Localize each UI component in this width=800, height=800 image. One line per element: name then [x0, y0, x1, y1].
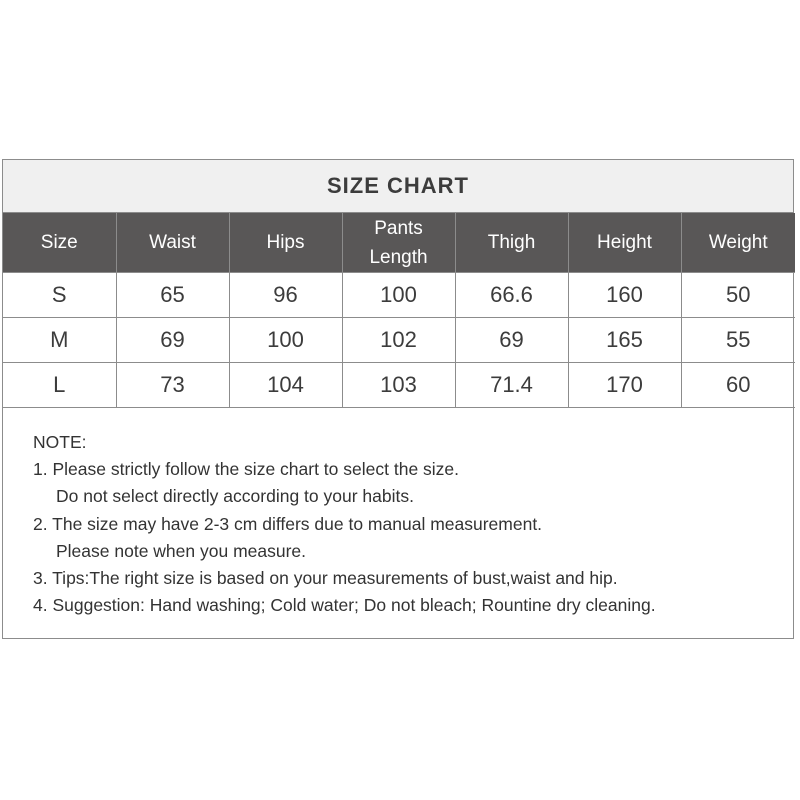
note-line-3: 3. Tips:The right size is based on your measurements of bust,waist and hip. [33, 568, 618, 589]
table-cell: 100 [229, 318, 342, 363]
notes-section [3, 408, 793, 619]
table-header-row [3, 213, 795, 273]
table-cell: 102 [342, 318, 455, 363]
table-cell: 50 [681, 273, 795, 318]
size-table [3, 213, 795, 408]
table-cell: 104 [229, 363, 342, 408]
column-header-pants-length [342, 213, 455, 273]
table-row-s [3, 273, 795, 318]
note-line-2: 2. The size may have 2-3 cm differs due to manual measurement. [33, 513, 543, 534]
table-cell: 65 [116, 273, 229, 318]
table-cell: 170 [568, 363, 681, 408]
notes-heading: NOTE: [33, 432, 87, 452]
table-cell: 73 [116, 363, 229, 408]
pants-length-label: Pants Length [369, 217, 428, 268]
table-cell: M [3, 318, 116, 363]
size-chart [2, 159, 794, 639]
column-header-hips: Hips [229, 213, 342, 273]
column-header-thigh: Thigh [455, 213, 568, 273]
table-cell: 165 [568, 318, 681, 363]
table-cell: 66.6 [455, 273, 568, 318]
table-row-l [3, 363, 795, 408]
table-cell: L [3, 363, 116, 408]
note-line-1-continued: Do not select directly according to your habits. [56, 486, 414, 507]
table-cell: 60 [681, 363, 795, 408]
table-cell: S [3, 273, 116, 318]
table-cell: 160 [568, 273, 681, 318]
table-cell: 96 [229, 273, 342, 318]
table-cell: 71.4 [455, 363, 568, 408]
size-chart-title: SIZE CHART [3, 160, 793, 213]
note-line-1: 1. Please strictly follow the size chart to select the size. [33, 459, 460, 480]
note-line-2-continued: Please note when you measure. [56, 540, 307, 561]
table-cell: 55 [681, 318, 795, 363]
table-row-m [3, 318, 795, 363]
column-header-size: Size [3, 213, 116, 273]
note-line-4: 4. Suggestion: Hand washing; Cold water; Do not bleach; Rountine dry cleaning. [33, 595, 656, 616]
table-cell: 69 [455, 318, 568, 363]
column-header-waist: Waist [116, 213, 229, 273]
table-cell: 100 [342, 273, 455, 318]
column-header-height: Height [568, 213, 681, 273]
table-cell: 69 [116, 318, 229, 363]
table-cell: 103 [342, 363, 455, 408]
column-header-weight: Weight [681, 213, 795, 273]
